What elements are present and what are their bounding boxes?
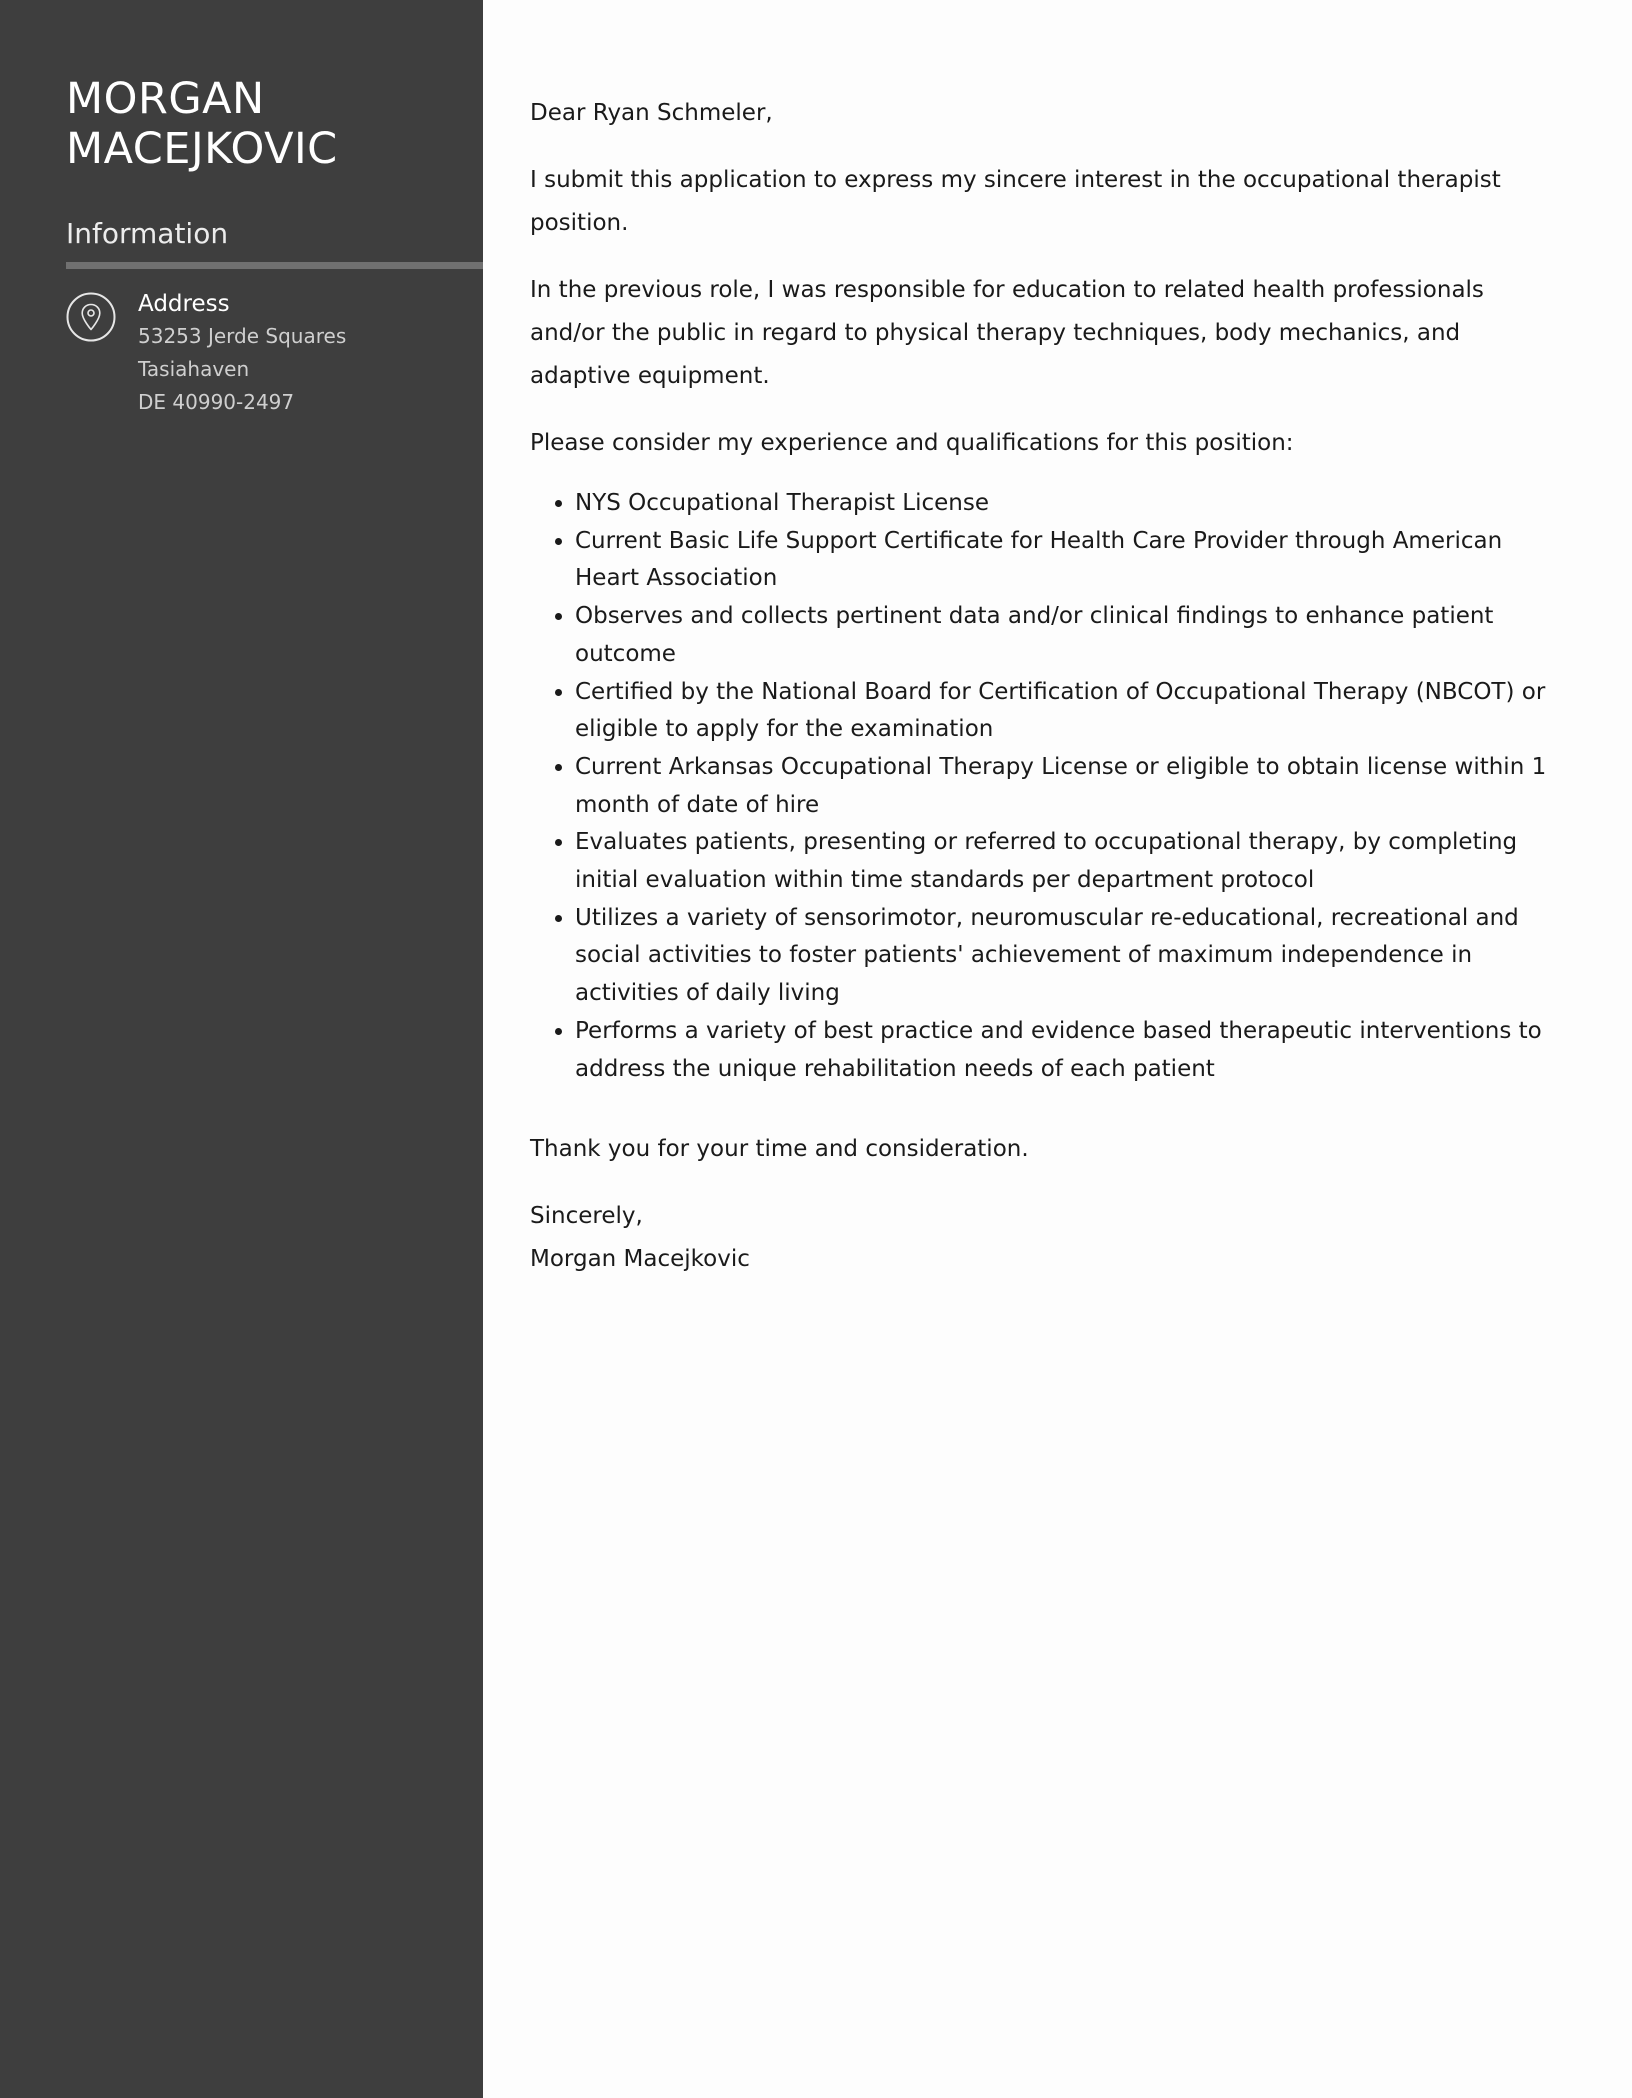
address-label: Address <box>138 291 230 317</box>
closing-word: Sincerely, <box>530 1203 643 1230</box>
list-item: • Utilizes a variety of sensorimotor, neuromuscular re-educational, recreational and social activities to foster patients' achievement of maximum independence in activities of daily living <box>575 900 1560 1013</box>
location-pin-icon <box>66 292 116 342</box>
thanks-line: Thank you for your time and consideration. <box>530 1136 1029 1163</box>
name-line-first: MORGAN <box>66 74 265 124</box>
information-heading: Information <box>66 217 229 250</box>
information-divider <box>66 262 483 269</box>
intro-paragraph: I submit this application to express my sincere interest in the occupational therapist position. <box>530 167 1501 236</box>
qualifications-list <box>530 485 1560 1088</box>
cover-letter-body <box>530 92 1560 1281</box>
name-line-last: MACEJKOVIC <box>66 124 338 174</box>
candidate-name <box>66 74 466 174</box>
address-postcode: DE 40990-2497 <box>138 390 295 414</box>
address-text <box>138 288 458 419</box>
list-item: • NYS Occupational Therapist License <box>575 485 1560 523</box>
experience-paragraph: In the previous role, I was responsible for education to related health professionals and/or the public in regard to physical therapy techniques, body mechanics, and adaptive equipment. <box>530 277 1484 389</box>
list-item: • Evaluates patients, presenting or referred to occupational therapy, by completing initial evaluation within time standards per department protocol <box>575 824 1560 899</box>
sidebar <box>0 0 483 2098</box>
address-city: Tasiahaven <box>138 357 250 381</box>
list-item: • Certified by the National Board for Certification of Occupational Therapy (NBCOT) or eligible to apply for the examination <box>575 674 1560 749</box>
signature-name: Morgan Macejkovic <box>530 1246 750 1273</box>
list-item: • Current Basic Life Support Certificate for Health Care Provider through American Heart Association <box>575 523 1560 598</box>
closing-block <box>530 1195 1560 1281</box>
list-item: • Current Arkansas Occupational Therapy License or eligible to obtain license within 1 month of date of hire <box>575 749 1560 824</box>
address-street: 53253 Jerde Squares <box>138 324 347 348</box>
list-item: • Observes and collects pertinent data and/or clinical findings to enhance patient outcome <box>575 598 1560 673</box>
list-item: • Performs a variety of best practice and evidence based therapeutic interventions to address the unique rehabilitation needs of each patient <box>575 1013 1560 1088</box>
salutation: Dear Ryan Schmeler, <box>530 100 773 126</box>
qualifications-intro: Please consider my experience and qualifications for this position: <box>530 430 1294 456</box>
